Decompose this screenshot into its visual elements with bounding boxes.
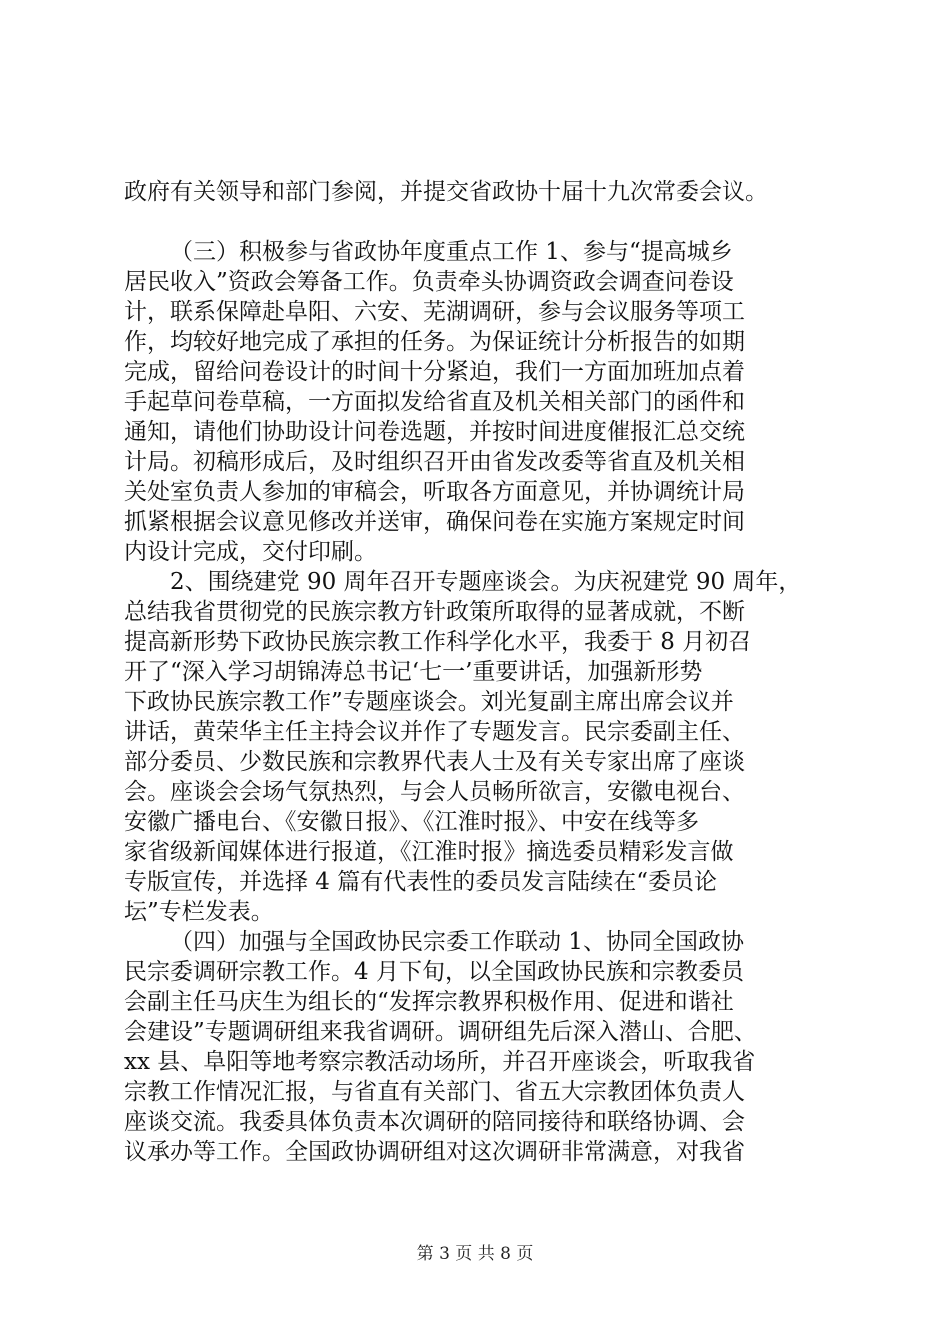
text-line-4: 计，联系保障赴阜阳、六安、芜湖调研，参与会议服务等项工 <box>124 299 745 325</box>
page-number-footer: 第 3 页 共 8 页 <box>416 1244 534 1264</box>
text-line-2: （三）积极参与省政协年度重点工作 1、参与“提高城乡 <box>170 239 733 265</box>
text-line-18: 讲话，黄荣华主任主持会议并作了专题发言。民宗委副主任、 <box>124 719 745 745</box>
text-line-29: xx 县、阜阳等地考察宗教活动场所，并召开座谈会，听取我省 <box>124 1049 756 1075</box>
text-line-14: 总结我省贯彻党的民族宗教方针政策所取得的显著成就，不断 <box>124 599 745 625</box>
text-line-8: 通知，请他们协助设计问卷选题，并按时间进度催报汇总交统 <box>124 419 745 445</box>
text-line-12: 内设计完成，交付印刷。 <box>124 539 377 565</box>
text-line-22: 家省级新闻媒体进行报道，《江淮时报》摘选委员精彩发言做 <box>124 839 734 865</box>
text-line-32: 议承办等工作。全国政协调研组对这次调研非常满意，对我省 <box>124 1139 745 1165</box>
text-line-31: 座谈交流。我委具体负责本次调研的陪同接待和联络协调、会 <box>124 1109 745 1135</box>
text-line-16: 开了“深入学习胡锦涛总书记‘七一’重要讲话，加强新形势 <box>124 659 703 685</box>
text-line-19: 部分委员、少数民族和宗教界代表人士及有关专家出席了座谈 <box>124 749 745 775</box>
text-line-11: 抓紧根据会议意见修改并送审，确保问卷在实施方案规定时间 <box>124 509 745 535</box>
text-line-24: 坛”专栏发表。 <box>124 899 274 925</box>
text-line-15: 提高新形势下政协民族宗教工作科学化水平，我委于 8 月初召 <box>124 629 752 655</box>
text-line-27: 会副主任马庆生为组长的“发挥宗教界积极作用、促进和谐社 <box>124 989 734 1015</box>
text-line-3: 居民收入”资政会筹备工作。负责牵头协调资政会调查问卷设 <box>124 269 734 295</box>
text-line-21: 安徽广播电台、《安徽日报》、《江淮时报》、中安在线等多 <box>124 809 699 835</box>
text-line-26: 民宗委调研宗教工作。4 月下旬，以全国政协民族和宗教委员 <box>124 959 744 985</box>
text-line-23: 专版宣传，并选择 4 篇有代表性的委员发言陆续在“委员论 <box>124 869 718 895</box>
text-line-30: 宗教工作情况汇报，与省直有关部门、省五大宗教团体负责人 <box>124 1079 745 1105</box>
text-line-10: 关处室负责人参加的审稿会，听取各方面意见，并协调统计局 <box>124 479 745 505</box>
text-line-13: 2、围绕建党 90 周年召开专题座谈会。为庆祝建党 90 周年， <box>170 569 802 595</box>
text-line-20: 会。座谈会会场气氛热烈，与会人员畅所欲言，安徽电视台、 <box>124 779 745 805</box>
text-line-28: 会建设”专题调研组来我省调研。调研组先后深入潜山、合肥、 <box>124 1019 757 1045</box>
text-line-9: 计局。初稿形成后，及时组织召开由省发改委等省直及机关相 <box>124 449 745 475</box>
text-line-6: 完成，留给问卷设计的时间十分紧迫，我们一方面加班加点着 <box>124 359 745 385</box>
text-line-25: （四）加强与全国政协民宗委工作联动 1、协同全国政协 <box>170 929 744 955</box>
text-line-17: 下政协民族宗教工作”专题座谈会。刘光复副主席出席会议并 <box>124 689 734 715</box>
text-line-5: 作，均较好地完成了承担的任务。为保证统计分析报告的如期 <box>124 329 745 355</box>
text-line-7: 手起草问卷草稿，一方面拟发给省直及机关相关部门的函件和 <box>124 389 745 415</box>
text-line-1: 政府有关领导和部门参阅，并提交省政协十届十九次常委会议。 <box>124 179 768 205</box>
